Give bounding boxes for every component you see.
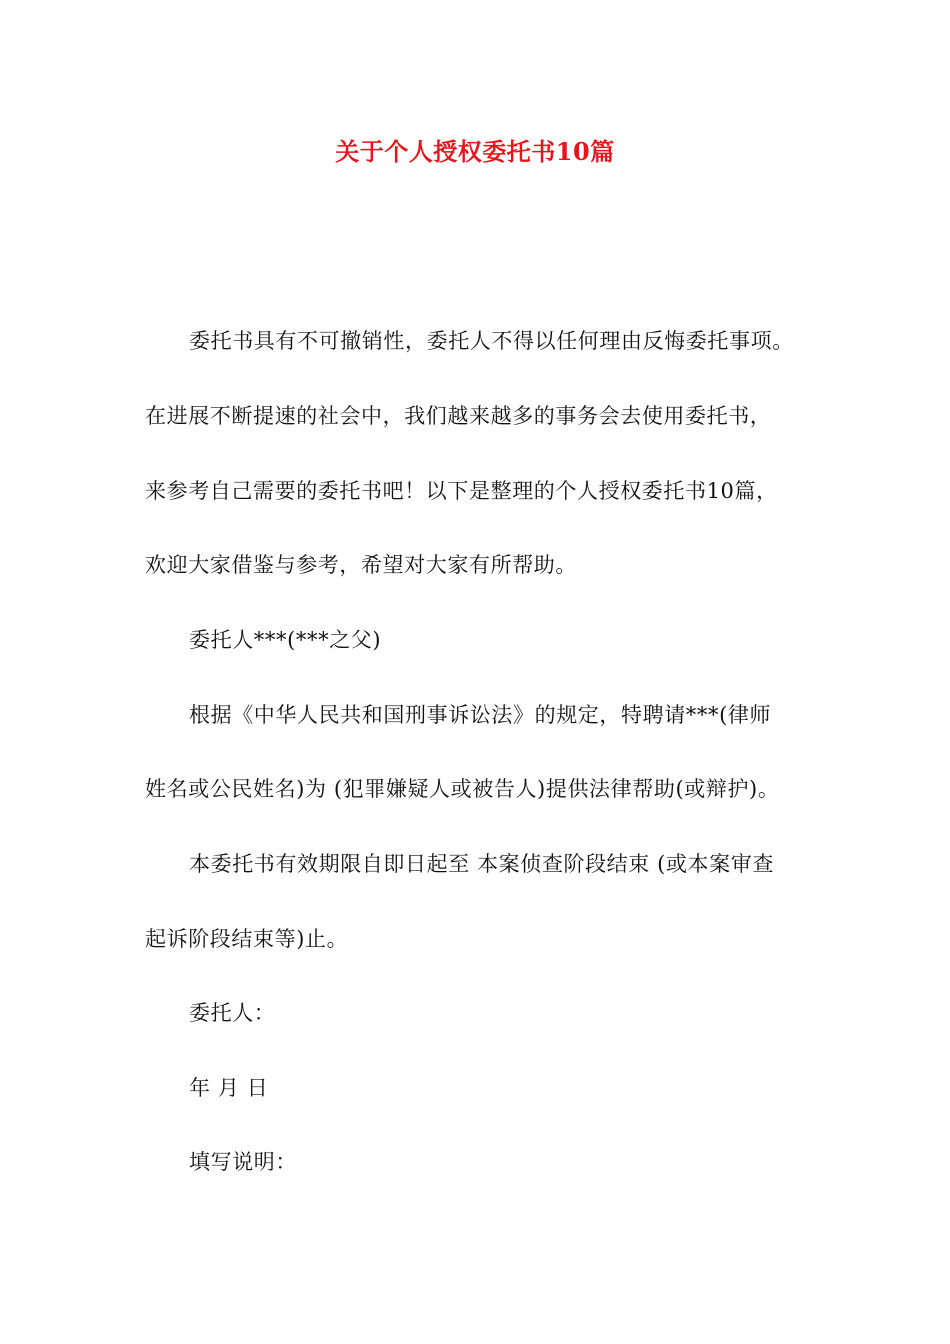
paragraph-line: 起诉阶段结束等)止。	[145, 927, 349, 951]
paragraph-line: 在进展不断提速的社会中，我们越来越多的事务会去使用委托书，	[145, 404, 772, 428]
document-title: 关于个人授权委托书10篇	[335, 137, 615, 166]
signature-label: 委托人：	[189, 1001, 276, 1025]
instructions-heading: 填写说明：	[189, 1150, 297, 1174]
paragraph-line: 姓名或公民姓名)为 (犯罪嫌疑人或被告人)提供法律帮助(或辩护)。	[145, 777, 780, 801]
paragraph-line: 来参考自己需要的委托书吧！以下是整理的个人授权委托书10篇，	[145, 479, 778, 503]
paragraph-line: 欢迎大家借鉴与参考，希望对大家有所帮助。	[145, 553, 577, 577]
date-line: 年 月 日	[189, 1076, 269, 1100]
paragraph-line: 本委托书有效期限自即日起至 本案侦查阶段结束 (或本案审查	[189, 852, 774, 876]
client-line: 委托人***(***之父)	[189, 628, 382, 652]
paragraph-line: 根据《中华人民共和国刑事诉讼法》的规定，特聘请***(律师	[189, 703, 772, 727]
paragraph-line: 委托书具有不可撤销性，委托人不得以任何理由反悔委托事项。	[189, 329, 794, 353]
